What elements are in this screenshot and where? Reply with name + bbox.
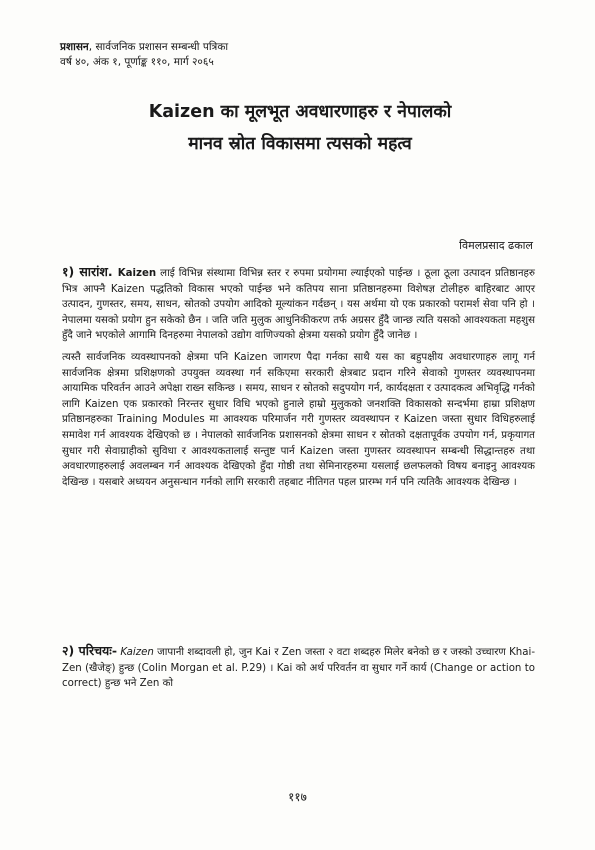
section-heading-introduction: २) परिचयः- xyxy=(62,643,118,658)
issue-info: वर्ष ४०, अंक १, पूर्णाङ्क ११०, मार्ग २०६५ xyxy=(60,56,214,68)
journal-title-line xyxy=(60,40,228,55)
article-title xyxy=(70,96,530,160)
page-number: ११७ xyxy=(288,790,307,804)
introduction-paragraph xyxy=(62,643,535,692)
body-paragraph: त्यस्तै सार्वजनिक व्यवस्थापनको क्षेत्रमा पनि Kaizen जागरण पैदा गर्नका साथै यस का बहुपक्षीय अवधारणाहरु लागू गर्न सार्वजनिक क्षेत्रमा प्रशिक्षणको उपयुक्त व्यवस्था गर्न सकिएमा सरकारी क्षेत्रबाट प्रदान गरिने सेवाको गुणस्तर व्यवस्थापनमा आयामिक परिवर्तन आउने अपेक्षा राख्न सकिन्छ । समय, साधन र स्रोतको सदुपयोग गर्न, कार्यदक्षता र उत्पादकत्व अभिवृद्धि गर्नको लागि Kaizen एक प्रकारको निरन्तर सुधार विधि भएको हुनाले हाम्रो मुलुकको जनशक्ति विकासको सन्दर्भमा हाम्रा प्रशिक्षण प्रतिष्ठानहरुका Training Modules मा आवश्यक परिमार्जन गरी गुणस्तर व्यवस्थापन र Kaizen जस्ता सुधार विधिहरुलाई समावेश गर्न आवश्यक देखिएको छ । नेपालको सार्वजनिक प्रशासनको क्षेत्रमा साधन र स्रोतको दक्षतापूर्वक उपयोग गर्न, प्रकृयागत सुधार गरी सेवाग्राहीको सुविधा र आवश्यकतालाई सन्तुष्ट पार्न Kaizen जस्ता गुणस्तर व्यवस्थापन सम्बन्धी सिद्धान्तहरु तथा अवधारणाहरुलाई अवलम्बन गर्न आवश्यक देखिएको हुँदा गोष्ठी तथा सेमिनारहरुमा यसलाई छलफलको विषय बनाइनु आवश्यक देखिन्छ । यसबारे अध्ययन अनुसन्धान गर्नको लागि सरकारी तहबाट नीतिगत पहल प्रारम्भ गर्न पनि त्यतिकै आवश्यक देखिन्छ । xyxy=(62,352,535,488)
journal-description: , सार्वजनिक प्रशासन सम्बन्धी पत्रिका xyxy=(88,41,229,53)
abstract-text: लाई विभिन्न संस्थामा विभिन्न स्तर र रुपमा प्रयोगमा ल्याईएको पाईन्छ । ठूला ठूला उत्पादन प्रतिष्ठानहरु भित्र आफ्नै Kaizen पद्धतिको विकास भएको पाईन्छ भने कतिपय साना प्रतिष्ठानहरुमा विशेषज्ञ टोलीहरु बाहिरबाट आएर उत्पादन, गुणस्तर, समय, साधन, स्रोतको उपयोग आदिको मूल्यांकन गर्दछन् । यस अर्थमा यो एक प्रकारको परामर्श सेवा पनि हो । नेपालमा यसको प्रयोग हुन सकेको छैन । जति जति मुलुक आधुनिकीकरण तर्फ अग्रसर हुँदै जान्छ त्यति यसको आवश्यकता महशुस हुँदै जाने भएकोले आगामि दिनहरुमा नेपालको उद्योग वाणिज्यको क्षेत्रमा यसको प्रयोग हुँदै जानेछ । xyxy=(62,268,535,342)
journal-name: प्रशासन xyxy=(60,41,89,53)
title-line-2: मानव स्रोत विकासमा त्यसको महत्व xyxy=(188,134,412,154)
section-heading-abstract: १) सारांश xyxy=(62,264,108,279)
abstract-paragraph: १) सारांश. Kaizen लाई विभिन्न संस्थामा विभिन्न स्तर र रुपमा प्रयोगमा ल्याईएको पाईन्छ । ठूला ठूला उत्पादन प्रतिष्ठानहरु भित्र आफ्नै Kaizen पद्धतिको विकास भएको पाईन्छ भने कतिपय साना प्रतिष्ठानहरुमा विशेषज्ञ टोलीहरु बाहिरबाट आएर उत्पादन, गुणस्तर, समय, साधन, स्रोतको उपयोग आदिको मूल्यांकन गर्दछन् । यस अर्थमा यो एक प्रकारको परामर्श सेवा पनि हो । नेपालमा यसको प्रयोग हुन सकेको छैन । जति जति मुलुक आधुनिकीकरण तर्फ अग्रसर हुँदै जान्छ त्यति यसको आवश्यकता महशुस हुँदै जाने भएकोले आगामि दिनहरुमा नेपालको उद्योग वाणिज्यको क्षेत्रमा यसको प्रयोग हुँदै जानेछ । xyxy=(62,264,535,342)
introduction-text: जापानी शब्दावली हो, जुन Kai र Zen जस्ता २ वटा शब्दहरु मिलेर बनेको छ र जस्को उच्चारण Khai-Zen (खैजेङ्) हुन्छ (Colin Morgan et al. P.29) । Kai को अर्थ परिवर्तन वा सुधार गर्ने कार्य (Change or action to correct) हुन्छ भने Zen को xyxy=(62,647,535,690)
author-name: विमलप्रसाद ढकाल xyxy=(459,239,533,252)
journal-header xyxy=(60,40,228,70)
kaizen-italic-keyword: Kaizen xyxy=(120,647,154,658)
title-line-1: Kaizen का मूलभूत अवधारणाहरु र नेपालको xyxy=(148,102,452,122)
kaizen-keyword: Kaizen xyxy=(117,268,157,279)
